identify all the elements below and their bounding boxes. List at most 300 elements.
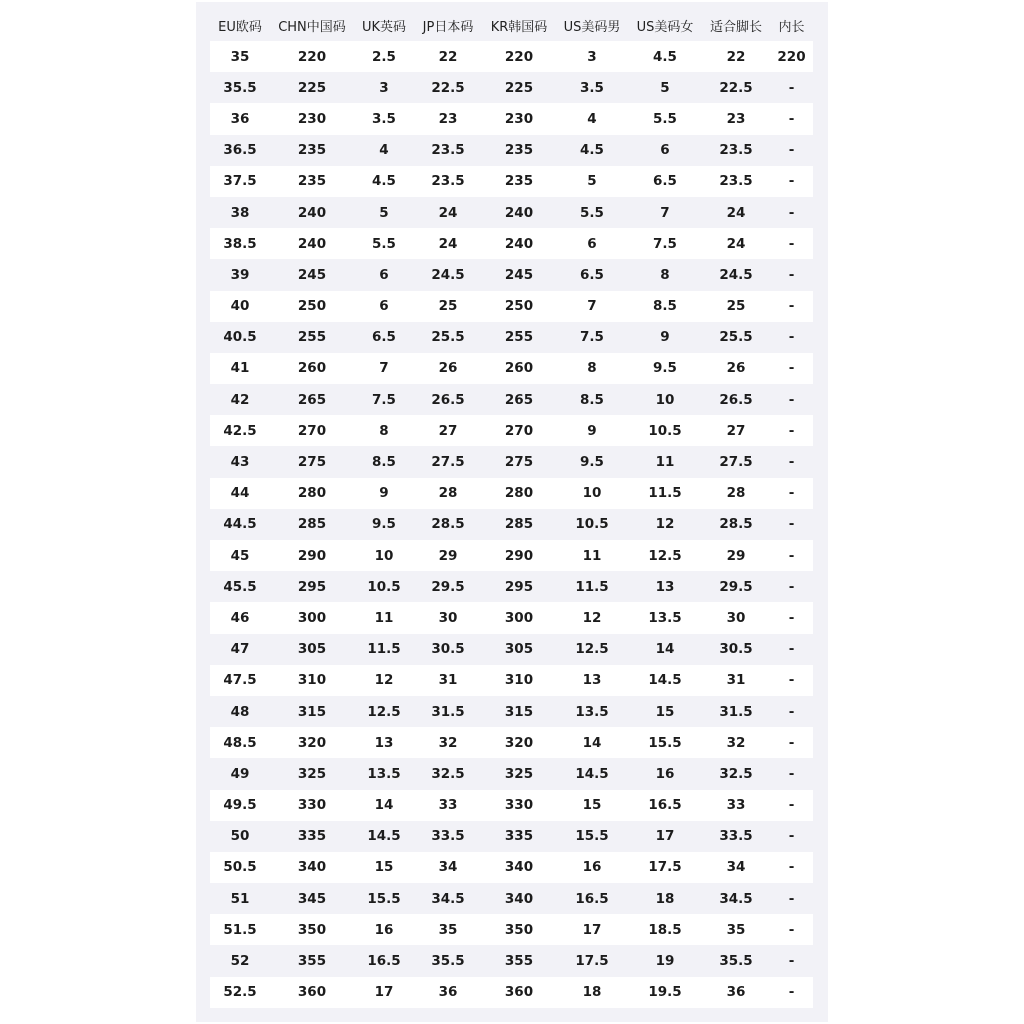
table-cell-chn: 310	[297, 672, 327, 689]
table-cell-inner-length: -	[788, 422, 795, 439]
table-cell-kr: 240	[504, 235, 534, 252]
table-cell-chn: 260	[297, 360, 327, 377]
table-cell-us-men: 18	[582, 984, 602, 1001]
table-cell-us-men: 10	[582, 485, 602, 502]
table-cell-inner-length: -	[788, 329, 795, 346]
table-cell-jp: 23	[438, 110, 458, 127]
table-cell-chn: 225	[297, 79, 327, 96]
table-cell-kr: 295	[504, 578, 534, 595]
table-cell-foot-length: 31	[726, 672, 746, 689]
table-cell-us-men: 15	[582, 797, 602, 814]
table-cell-us-men: 14.5	[575, 765, 609, 782]
table-cell-uk: 11.5	[367, 641, 401, 658]
table-cell-chn: 275	[297, 454, 327, 471]
table-cell-jp: 29.5	[431, 578, 465, 595]
table-cell-chn: 305	[297, 641, 327, 658]
table-row	[210, 103, 813, 134]
table-cell-us-men: 9.5	[580, 454, 604, 471]
table-cell-kr: 250	[504, 298, 534, 315]
table-row	[210, 883, 813, 914]
table-row	[210, 72, 813, 103]
table-cell-eu: 47	[230, 641, 250, 658]
table-cell-uk: 15	[374, 859, 394, 876]
table-cell-us-men: 11	[582, 547, 602, 564]
table-cell-eu: 37.5	[223, 173, 257, 190]
table-cell-jp: 22	[438, 48, 458, 65]
table-cell-us-women: 6	[660, 142, 670, 159]
table-cell-kr: 255	[504, 329, 534, 346]
table-cell-foot-length: 34	[726, 859, 746, 876]
table-cell-chn: 350	[297, 921, 327, 938]
table-cell-us-women: 17.5	[648, 859, 682, 876]
table-cell-chn: 355	[297, 953, 327, 970]
header-cell-us-men: US美码男	[563, 20, 621, 35]
table-cell-foot-length: 27.5	[719, 454, 753, 471]
table-cell-kr: 350	[504, 921, 534, 938]
table-cell-chn: 345	[297, 890, 327, 907]
table-cell-foot-length: 32.5	[719, 765, 753, 782]
table-cell-us-women: 12	[655, 516, 675, 533]
table-cell-chn: 335	[297, 828, 327, 845]
table-cell-eu: 42	[230, 391, 250, 408]
table-cell-inner-length: -	[788, 173, 795, 190]
table-cell-us-men: 3.5	[580, 79, 604, 96]
table-cell-foot-length: 28.5	[719, 516, 753, 533]
table-cell-inner-length: -	[788, 485, 795, 502]
table-cell-eu: 49.5	[223, 797, 257, 814]
table-cell-foot-length: 23.5	[719, 142, 753, 159]
table-cell-kr: 355	[504, 953, 534, 970]
table-cell-foot-length: 35	[726, 921, 746, 938]
table-cell-us-men: 6	[587, 235, 597, 252]
table-cell-uk: 3	[379, 79, 389, 96]
table-cell-foot-length: 32	[726, 734, 746, 751]
header-cell-inner-length: 内长	[778, 20, 805, 35]
table-row	[210, 634, 813, 665]
table-cell-foot-length: 22	[726, 48, 746, 65]
table-cell-uk: 4	[379, 142, 389, 159]
table-row	[210, 821, 813, 852]
table-cell-inner-length: -	[788, 79, 795, 96]
table-cell-inner-length: -	[788, 142, 795, 159]
table-cell-chn: 285	[297, 516, 327, 533]
table-cell-jp: 30.5	[431, 641, 465, 658]
table-cell-foot-length: 24.5	[719, 266, 753, 283]
table-cell-us-men: 8	[587, 360, 597, 377]
table-cell-chn: 240	[297, 235, 327, 252]
table-cell-chn: 220	[297, 48, 327, 65]
table-cell-uk: 4.5	[372, 173, 396, 190]
table-cell-uk: 11	[374, 609, 394, 626]
header-cell-chn: CHN中国码	[278, 20, 346, 35]
table-cell-inner-length: -	[788, 110, 795, 127]
table-cell-jp: 27	[438, 422, 458, 439]
table-cell-jp: 34.5	[431, 890, 465, 907]
table-cell-kr: 235	[504, 142, 534, 159]
table-row	[210, 228, 813, 259]
table-cell-uk: 8.5	[372, 454, 396, 471]
table-cell-us-men: 16	[582, 859, 602, 876]
table-cell-foot-length: 35.5	[719, 953, 753, 970]
table-cell-kr: 360	[504, 984, 534, 1001]
table-cell-jp: 24	[438, 235, 458, 252]
table-cell-eu: 43	[230, 454, 250, 471]
table-row	[210, 322, 813, 353]
table-cell-us-men: 15.5	[575, 828, 609, 845]
table-cell-uk: 10.5	[367, 578, 401, 595]
table-cell-uk: 7	[379, 360, 389, 377]
table-row	[210, 727, 813, 758]
table-cell-uk: 8	[379, 422, 389, 439]
table-cell-uk: 12	[374, 672, 394, 689]
table-cell-us-men: 12	[582, 609, 602, 626]
table-cell-uk: 5.5	[372, 235, 396, 252]
table-row	[210, 291, 813, 322]
table-cell-eu: 47.5	[223, 672, 257, 689]
table-cell-uk: 10	[374, 547, 394, 564]
table-cell-inner-length: -	[788, 734, 795, 751]
table-cell-eu: 36.5	[223, 142, 257, 159]
table-cell-inner-length: -	[788, 890, 795, 907]
table-cell-foot-length: 30	[726, 609, 746, 626]
table-cell-chn: 290	[297, 547, 327, 564]
table-row	[210, 665, 813, 696]
table-cell-uk: 7.5	[372, 391, 396, 408]
table-cell-kr: 230	[504, 110, 534, 127]
table-cell-jp: 33.5	[431, 828, 465, 845]
table-cell-us-women: 18.5	[648, 921, 682, 938]
table-cell-us-men: 11.5	[575, 578, 609, 595]
table-cell-uk: 14	[374, 797, 394, 814]
table-cell-us-men: 3	[587, 48, 597, 65]
table-cell-us-women: 12.5	[648, 547, 682, 564]
table-cell-foot-length: 23	[726, 110, 746, 127]
table-cell-us-men: 9	[587, 422, 597, 439]
table-cell-inner-length: -	[788, 765, 795, 782]
table-cell-uk: 6.5	[372, 329, 396, 346]
table-cell-eu: 45	[230, 547, 250, 564]
table-cell-kr: 280	[504, 485, 534, 502]
table-cell-kr: 275	[504, 454, 534, 471]
table-cell-foot-length: 26.5	[719, 391, 753, 408]
table-cell-us-women: 8	[660, 266, 670, 283]
table-cell-jp: 33	[438, 797, 458, 814]
table-row	[210, 166, 813, 197]
table-row	[210, 758, 813, 789]
table-cell-eu: 41	[230, 360, 250, 377]
header-cell-kr: KR韩国码	[490, 20, 548, 35]
header-cell-us-women: US美码女	[636, 20, 694, 35]
table-cell-jp: 26.5	[431, 391, 465, 408]
table-cell-us-women: 14	[655, 641, 675, 658]
table-cell-jp: 26	[438, 360, 458, 377]
table-cell-eu: 44	[230, 485, 250, 502]
table-cell-uk: 6	[379, 266, 389, 283]
table-cell-uk: 9.5	[372, 516, 396, 533]
table-cell-us-men: 7	[587, 298, 597, 315]
table-cell-jp: 30	[438, 609, 458, 626]
table-cell-eu: 42.5	[223, 422, 257, 439]
table-cell-kr: 220	[504, 48, 534, 65]
table-cell-eu: 51	[230, 890, 250, 907]
table-cell-us-men: 14	[582, 734, 602, 751]
table-row	[210, 509, 813, 540]
table-cell-foot-length: 30.5	[719, 641, 753, 658]
table-cell-chn: 325	[297, 765, 327, 782]
table-cell-kr: 290	[504, 547, 534, 564]
table-cell-kr: 335	[504, 828, 534, 845]
table-cell-inner-length: -	[788, 953, 795, 970]
table-cell-us-women: 19.5	[648, 984, 682, 1001]
table-cell-us-women: 5.5	[653, 110, 677, 127]
table-cell-uk: 12.5	[367, 703, 401, 720]
table-body	[210, 41, 813, 1008]
table-cell-us-men: 12.5	[575, 641, 609, 658]
table-cell-kr: 310	[504, 672, 534, 689]
table-cell-kr: 330	[504, 797, 534, 814]
table-cell-foot-length: 29	[726, 547, 746, 564]
table-cell-jp: 28.5	[431, 516, 465, 533]
table-cell-kr: 320	[504, 734, 534, 751]
table-cell-chn: 235	[297, 142, 327, 159]
table-cell-eu: 44.5	[223, 516, 257, 533]
table-cell-us-women: 14.5	[648, 672, 682, 689]
table-cell-us-men: 7.5	[580, 329, 604, 346]
table-cell-uk: 3.5	[372, 110, 396, 127]
table-cell-jp: 22.5	[431, 79, 465, 96]
table-row	[210, 415, 813, 446]
table-cell-us-men: 17.5	[575, 953, 609, 970]
table-cell-eu: 48	[230, 703, 250, 720]
table-cell-jp: 32.5	[431, 765, 465, 782]
table-cell-kr: 340	[504, 890, 534, 907]
table-cell-inner-length: -	[788, 204, 795, 221]
table-cell-eu: 50.5	[223, 859, 257, 876]
table-cell-kr: 340	[504, 859, 534, 876]
table-cell-us-women: 13.5	[648, 609, 682, 626]
table-cell-us-women: 9.5	[653, 360, 677, 377]
table-cell-us-women: 13	[655, 578, 675, 595]
table-cell-eu: 39	[230, 266, 250, 283]
table-cell-jp: 36	[438, 984, 458, 1001]
table-row	[210, 602, 813, 633]
table-cell-foot-length: 33.5	[719, 828, 753, 845]
table-cell-eu: 51.5	[223, 921, 257, 938]
table-cell-foot-length: 24	[726, 235, 746, 252]
table-cell-jp: 34	[438, 859, 458, 876]
table-cell-inner-length: -	[788, 641, 795, 658]
table-cell-us-women: 11	[655, 454, 675, 471]
table-cell-kr: 270	[504, 422, 534, 439]
table-cell-jp: 28	[438, 485, 458, 502]
table-row	[210, 353, 813, 384]
table-cell-kr: 305	[504, 641, 534, 658]
table-cell-chn: 255	[297, 329, 327, 346]
table-cell-inner-length: -	[788, 266, 795, 283]
table-row	[210, 852, 813, 883]
table-cell-us-men: 5.5	[580, 204, 604, 221]
table-cell-foot-length: 22.5	[719, 79, 753, 96]
table-cell-chn: 240	[297, 204, 327, 221]
table-cell-kr: 285	[504, 516, 534, 533]
table-cell-chn: 235	[297, 173, 327, 190]
table-header-row	[210, 10, 813, 41]
table-cell-eu: 46	[230, 609, 250, 626]
table-cell-eu: 36	[230, 110, 250, 127]
table-cell-us-men: 13	[582, 672, 602, 689]
table-cell-us-women: 7.5	[653, 235, 677, 252]
table-cell-kr: 235	[504, 173, 534, 190]
table-cell-inner-length: -	[788, 454, 795, 471]
table-cell-us-men: 6.5	[580, 266, 604, 283]
table-cell-chn: 295	[297, 578, 327, 595]
header-cell-uk: UK英码	[361, 20, 407, 35]
table-cell-inner-length: -	[788, 516, 795, 533]
table-cell-us-women: 15	[655, 703, 675, 720]
table-cell-inner-length: -	[788, 547, 795, 564]
table-cell-foot-length: 27	[726, 422, 746, 439]
table-cell-chn: 360	[297, 984, 327, 1001]
table-cell-uk: 13.5	[367, 765, 401, 782]
table-cell-chn: 300	[297, 609, 327, 626]
table-cell-foot-length: 23.5	[719, 173, 753, 190]
table-cell-foot-length: 31.5	[719, 703, 753, 720]
table-cell-jp: 27.5	[431, 454, 465, 471]
table-cell-inner-length: -	[788, 984, 795, 1001]
table-cell-eu: 48.5	[223, 734, 257, 751]
table-cell-us-women: 4.5	[653, 48, 677, 65]
table-cell-uk: 16.5	[367, 953, 401, 970]
table-cell-uk: 15.5	[367, 890, 401, 907]
table-cell-us-women: 17	[655, 828, 675, 845]
table-row	[210, 384, 813, 415]
table-cell-foot-length: 24	[726, 204, 746, 221]
table-cell-chn: 250	[297, 298, 327, 315]
table-row	[210, 571, 813, 602]
table-cell-foot-length: 25.5	[719, 329, 753, 346]
table-row	[210, 478, 813, 509]
table-cell-kr: 260	[504, 360, 534, 377]
table-cell-kr: 225	[504, 79, 534, 96]
table-cell-us-women: 19	[655, 953, 675, 970]
table-row	[210, 914, 813, 945]
table-cell-chn: 265	[297, 391, 327, 408]
table-cell-jp: 24.5	[431, 266, 465, 283]
table-cell-inner-length: -	[788, 235, 795, 252]
table-cell-kr: 300	[504, 609, 534, 626]
table-row	[210, 977, 813, 1008]
table-row	[210, 197, 813, 228]
table-cell-chn: 230	[297, 110, 327, 127]
table-cell-uk: 2.5	[372, 48, 396, 65]
table-cell-us-men: 16.5	[575, 890, 609, 907]
table-cell-eu: 49	[230, 765, 250, 782]
table-cell-us-women: 5	[660, 79, 670, 96]
table-cell-foot-length: 36	[726, 984, 746, 1001]
table-cell-chn: 270	[297, 422, 327, 439]
table-cell-chn: 330	[297, 797, 327, 814]
table-cell-us-men: 5	[587, 173, 597, 190]
table-cell-inner-length: -	[788, 703, 795, 720]
table-cell-inner-length: 220	[777, 48, 806, 65]
table-cell-jp: 23.5	[431, 173, 465, 190]
table-cell-inner-length: -	[788, 672, 795, 689]
table-cell-kr: 265	[504, 391, 534, 408]
table-cell-us-men: 13.5	[575, 703, 609, 720]
table-cell-foot-length: 28	[726, 485, 746, 502]
table-cell-us-women: 10	[655, 391, 675, 408]
table-cell-jp: 31	[438, 672, 458, 689]
size-chart-table	[210, 10, 813, 1008]
size-chart-panel	[196, 2, 828, 1022]
table-cell-inner-length: -	[788, 391, 795, 408]
table-cell-us-women: 16.5	[648, 797, 682, 814]
table-cell-jp: 23.5	[431, 142, 465, 159]
table-cell-inner-length: -	[788, 578, 795, 595]
table-cell-inner-length: -	[788, 859, 795, 876]
table-cell-foot-length: 33	[726, 797, 746, 814]
table-cell-jp: 29	[438, 547, 458, 564]
table-cell-inner-length: -	[788, 828, 795, 845]
header-cell-eu: EU欧码	[218, 20, 262, 35]
table-cell-us-men: 4.5	[580, 142, 604, 159]
table-cell-inner-length: -	[788, 609, 795, 626]
table-cell-us-women: 8.5	[653, 298, 677, 315]
table-cell-eu: 35.5	[223, 79, 257, 96]
table-cell-jp: 32	[438, 734, 458, 751]
table-cell-foot-length: 26	[726, 360, 746, 377]
table-cell-chn: 340	[297, 859, 327, 876]
table-cell-uk: 6	[379, 298, 389, 315]
table-row	[210, 540, 813, 571]
table-cell-chn: 315	[297, 703, 327, 720]
table-cell-us-women: 18	[655, 890, 675, 907]
table-cell-us-men: 8.5	[580, 391, 604, 408]
table-cell-eu: 38.5	[223, 235, 257, 252]
table-cell-eu: 38	[230, 204, 250, 221]
table-cell-us-women: 16	[655, 765, 675, 782]
table-cell-us-women: 15.5	[648, 734, 682, 751]
table-cell-jp: 25	[438, 298, 458, 315]
table-cell-us-women: 9	[660, 329, 670, 346]
table-cell-chn: 320	[297, 734, 327, 751]
table-cell-us-men: 4	[587, 110, 597, 127]
table-row	[210, 446, 813, 477]
table-cell-us-men: 10.5	[575, 516, 609, 533]
table-cell-eu: 52	[230, 953, 250, 970]
table-row	[210, 790, 813, 821]
table-row	[210, 259, 813, 290]
table-cell-uk: 13	[374, 734, 394, 751]
table-cell-inner-length: -	[788, 298, 795, 315]
table-cell-jp: 31.5	[431, 703, 465, 720]
table-cell-inner-length: -	[788, 921, 795, 938]
table-cell-eu: 40	[230, 298, 250, 315]
table-row	[210, 135, 813, 166]
table-cell-jp: 35.5	[431, 953, 465, 970]
table-cell-jp: 24	[438, 204, 458, 221]
table-cell-kr: 325	[504, 765, 534, 782]
table-cell-inner-length: -	[788, 360, 795, 377]
header-cell-jp: JP日本码	[422, 20, 474, 35]
table-cell-us-women: 7	[660, 204, 670, 221]
table-cell-uk: 14.5	[367, 828, 401, 845]
table-cell-jp: 25.5	[431, 329, 465, 346]
table-cell-foot-length: 25	[726, 298, 746, 315]
table-cell-eu: 40.5	[223, 329, 257, 346]
table-cell-uk: 17	[374, 984, 394, 1001]
table-cell-chn: 245	[297, 266, 327, 283]
